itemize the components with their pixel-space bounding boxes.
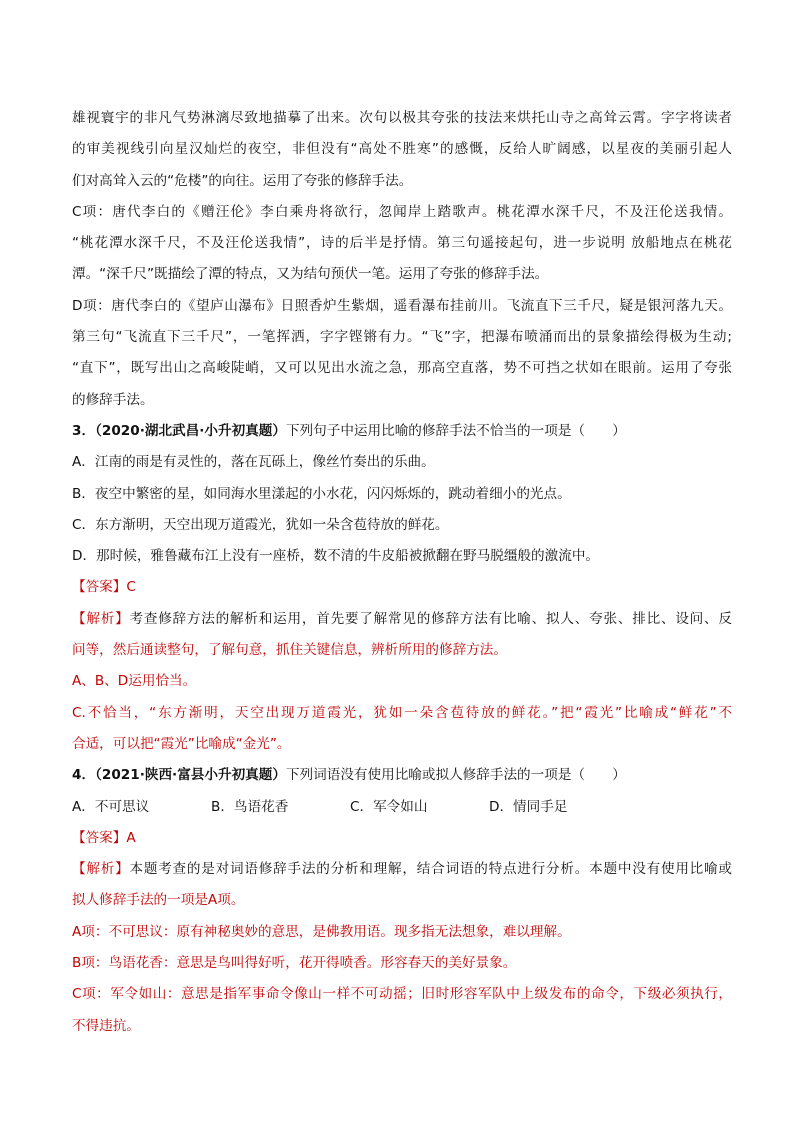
analysis-line — [72, 854, 732, 885]
options-row — [72, 792, 732, 823]
text-line: C项：唐代李白的《赠汪伦》李白乘舟将欲行，忽闻岸上踏歌声。桃花潭水深千尺，不及汪伦送我情。 — [72, 203, 732, 220]
analysis-tag: 【解析】 — [72, 610, 130, 627]
page-content — [72, 103, 732, 1042]
question-number: 3． — [72, 422, 96, 439]
option-c: C．军令如山 — [350, 798, 428, 815]
question-source: （2020·湖北武昌·小升初真题） — [95, 422, 286, 439]
answer-value: A — [126, 829, 136, 846]
question-4-header — [72, 760, 732, 791]
option-a: A．江南的雨是有灵性的，落在瓦砾上，像丝竹奏出的乐曲。 — [72, 454, 435, 471]
option-d: D．情同手足 — [489, 798, 568, 815]
analysis-line: 合适，可以把“霞光”比喻成“金光”。 — [72, 735, 291, 752]
question-source: （2021·陕西·富县小升初真题） — [95, 767, 286, 784]
option-b: B．夜空中繁密的星，如同海水里漾起的小水花，闪闪烁烁的，跳动着细小的光点。 — [72, 485, 571, 502]
question-number: 4． — [72, 767, 96, 784]
text-line: 的审美视线引向星汉灿烂的夜空，非但没有“高处不胜寒”的感慨，反给人旷阔感，以星夜的美丽引起人 — [72, 141, 732, 158]
option-c: C．东方渐明，天空出现万道霞光，犹如一朵含苞待放的鲜花。 — [72, 516, 449, 533]
analysis-line: C项：军令如山：意思是指军事命令像山一样不可动摇；旧时形容军队中上级发布的命令，下级必须执行， — [72, 986, 732, 1003]
analysis-line — [72, 604, 732, 635]
analysis-text: 考查修辞方法的解析和运用，首先要了解常见的修辞方法有比喻、拟人、夸张、排比、设问、反 — [129, 610, 732, 627]
text-line: D项：唐代李白的《望庐山瀑布》日照香炉生紫烟，遥看瀑布挂前川。飞流直下三千尺，疑是银河落九天。 — [72, 297, 732, 314]
answer-line — [72, 572, 732, 603]
analysis-line: A项：不可思议：原有神秘奥妙的意思，是佛教用语。现多指无法想象，难以理解。 — [72, 923, 571, 940]
text-line: 潭。“深千尺”既描绘了潭的特点，又为结句预伏一笔。运用了夸张的修辞手法。 — [72, 266, 549, 283]
option-b: B．鸟语花香 — [211, 798, 289, 815]
text-line: 第三句“飞流直下三千尺”，一笔挥洒，字字铿锵有力。“飞”字，把瀑布喷涌而出的景象描绘得极为生动; — [72, 329, 732, 346]
analysis-line: 问等，然后通读整句，了解句意，抓住关键信息，辨析所用的修辞方法。 — [72, 642, 507, 659]
option-a: A．不可思议 — [72, 798, 150, 815]
option-d: D．那时候，雅鲁藏布江上没有一座桥，数不清的牛皮船被掀翻在野马脱缰般的激流中。 — [72, 548, 600, 565]
text-line: “直下”，既写出山之高峻陡峭，又可以见出水流之急，那高空直落，势不可挡之状如在眼前。运用了夸张 — [72, 360, 732, 377]
analysis-line: C.不恰当，“东方渐明，天空出现万道霞光，犹如一朵含苞待放的鲜花。”把“霞光”比喻成“鲜花”不 — [72, 704, 732, 721]
text-line: 们对高耸入云的“危楼”的向往。运用了夸张的修辞手法。 — [72, 172, 413, 189]
answer-tag: 【答案】 — [72, 579, 127, 596]
question-3-header — [72, 416, 732, 447]
text-line: 的修辞手法。 — [72, 391, 154, 408]
analysis-tag: 【解析】 — [72, 861, 130, 878]
answer-tag: 【答案】 — [72, 829, 127, 846]
answer-value: C — [126, 579, 136, 596]
analysis-line: 不得违抗。 — [72, 1017, 140, 1034]
question-stem: 下列词语没有使用比喻或拟人修辞手法的一项是（ ） — [285, 767, 626, 784]
analysis-line: A、B、D运用恰当。 — [72, 673, 197, 690]
question-stem: 下列句子中运用比喻的修辞手法不恰当的一项是（ ） — [285, 422, 626, 439]
analysis-line: B项：鸟语花香：意思是鸟叫得好听，花开得喷香。形容春天的美好景象。 — [72, 955, 517, 972]
text-line: 雄视寰宇的非凡气势淋漓尽致地描摹了出来。次句以极其夸张的技法来烘托山寺之高耸云霄。字字将读者 — [72, 110, 732, 126]
answer-line — [72, 823, 732, 854]
analysis-text: 本题考查的是对词语修辞手法的分析和理解，结合词语的特点进行分析。本题中没有使用比喻或 — [129, 861, 732, 878]
analysis-line: 拟人修辞手法的一项是A项。 — [72, 892, 245, 909]
text-line: “桃花潭水深千尺，不及汪伦送我情”，诗的后半是抒情。第三句遥接起句，进一步说明 放船地点在桃花 — [72, 235, 732, 252]
